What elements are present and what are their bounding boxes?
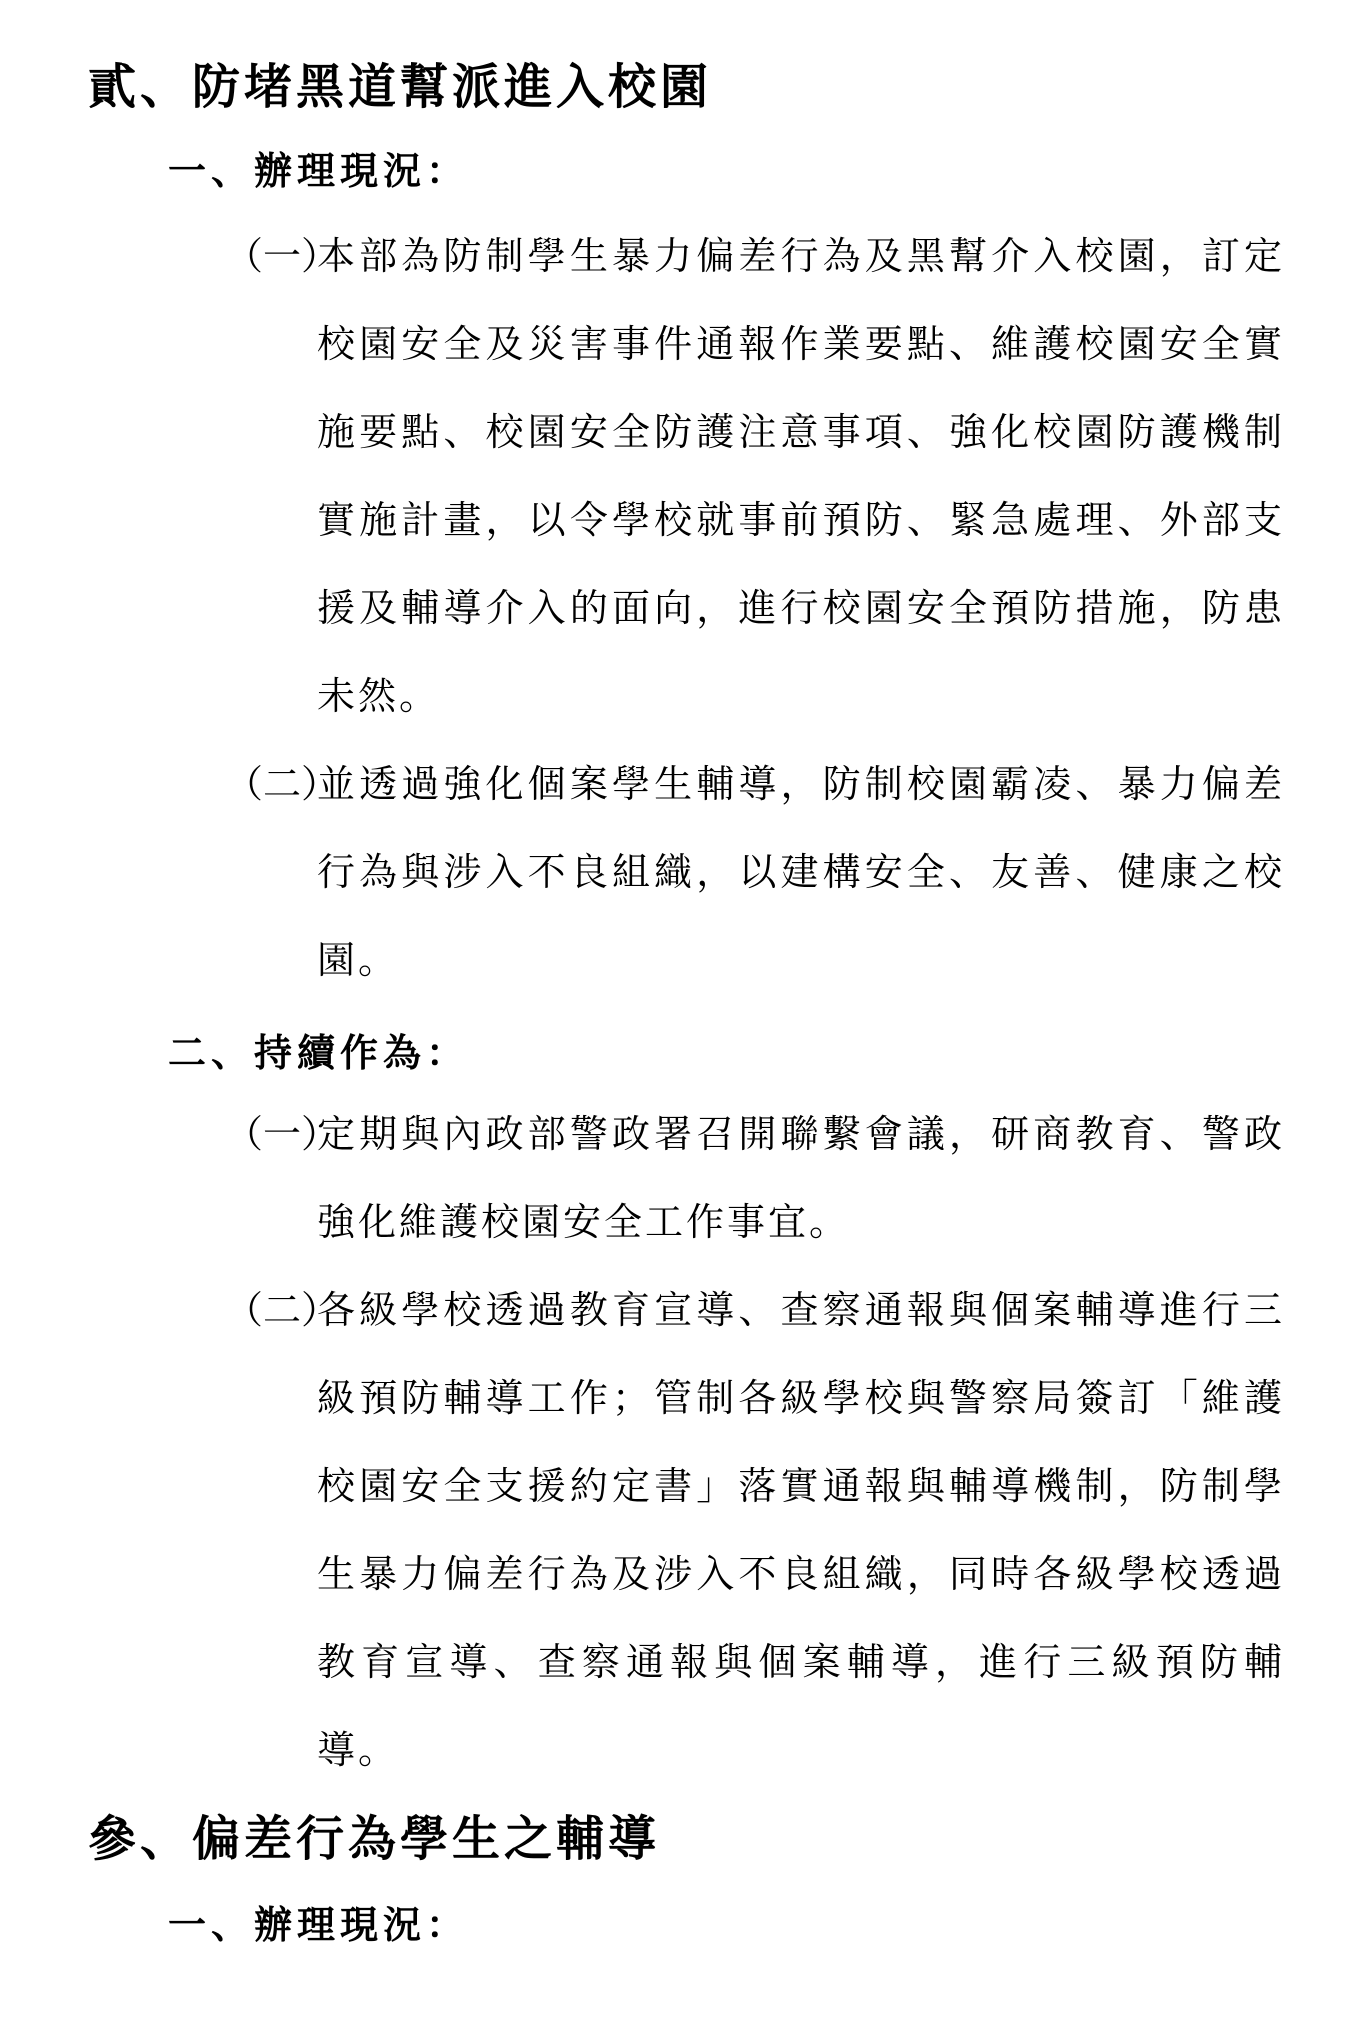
item-text: 並透過強化個案學生輔導，防制校園霸凌、暴力偏差行為與涉入不良組織，以建構安全、友善、健康之校園。 [317, 762, 1285, 982]
list-item-2-2 [225, 1266, 1295, 1794]
subsection-heading-ongoing-actions: 二、持續作為： [168, 1030, 470, 1075]
item-marker: （一） [225, 234, 340, 278]
subsection-heading-current-status-2: 一、辦理現況： [168, 1902, 470, 1947]
item-text: 定期與內政部警政署召開聯繫會議，研商教育、警政強化維護校園安全工作事宜。 [317, 1112, 1285, 1244]
list-item-2-1 [225, 1090, 1295, 1266]
item-text: 各級學校透過教育宣導、查察通報與個案輔導進行三級預防輔導工作；管制各級學校與警察局簽訂「維護校園安全支援約定書」落實通報與輔導機制，防制學生暴力偏差行為及涉入不良組織，同時各級學校透過教育宣導、查察通報與個案輔導，進行三級預防輔導。 [317, 1288, 1285, 1772]
subsection-heading-current-status: 一、辦理現況： [168, 148, 470, 193]
section-title-3: 參、偏差行為學生之輔導 [88, 1811, 661, 1867]
item-marker: （二） [225, 1288, 340, 1332]
item-marker: （一） [225, 1112, 340, 1156]
list-item-1-1 [225, 212, 1295, 740]
list-item-1-2 [225, 740, 1295, 1004]
section-title-2: 貳、防堵黑道幫派進入校園 [88, 59, 713, 115]
item-marker: （二） [225, 762, 340, 806]
item-text: 本部為防制學生暴力偏差行為及黑幫介入校園，訂定校園安全及災害事件通報作業要點、維護校園安全實施要點、校園安全防護注意事項、強化校園防護機制實施計畫，以令學校就事前預防、緊急處理、外部支援及輔導介入的面向，進行校園安全預防措施，防患未然。 [317, 234, 1285, 718]
